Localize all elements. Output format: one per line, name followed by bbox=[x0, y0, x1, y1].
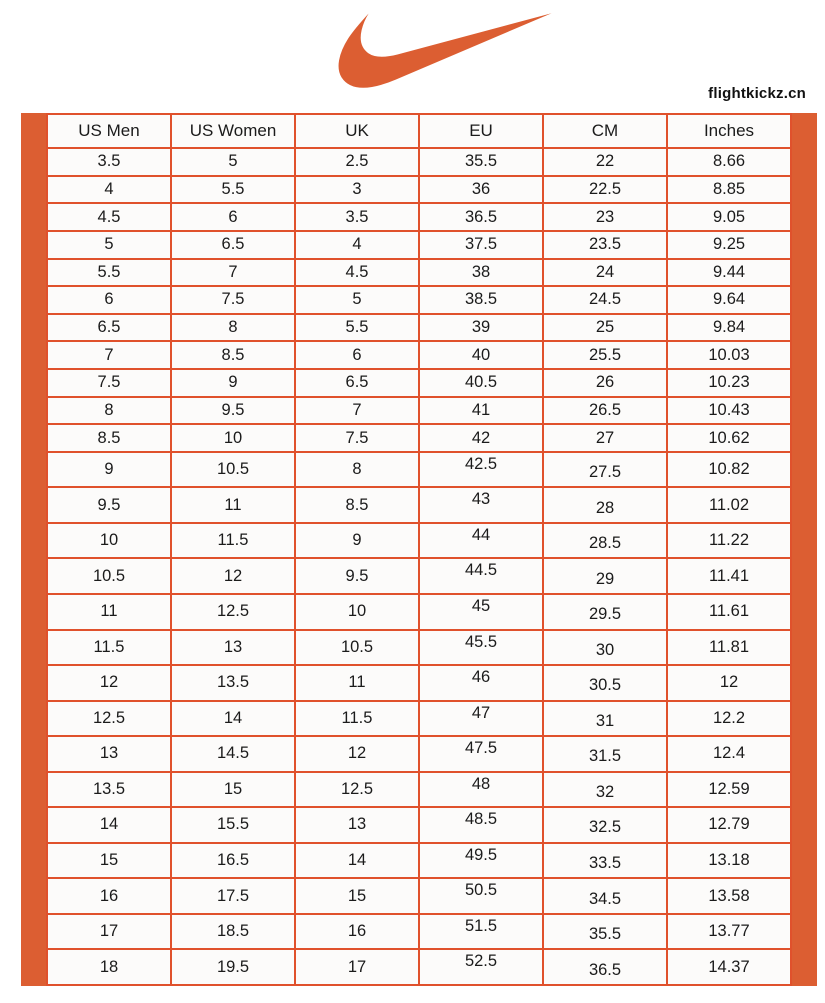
cell-us-women: 14 bbox=[171, 701, 295, 737]
cell-uk: 12.5 bbox=[295, 772, 419, 808]
table-row bbox=[47, 630, 791, 666]
cell-cm: 22 bbox=[543, 148, 667, 176]
table-row bbox=[47, 203, 791, 231]
cell-us-men: 6.5 bbox=[47, 314, 171, 342]
table-row bbox=[47, 807, 791, 843]
cell-us-women: 16.5 bbox=[171, 843, 295, 879]
cell-cm: 24.5 bbox=[543, 286, 667, 314]
cell-us-men: 10 bbox=[47, 523, 171, 559]
cell-us-women: 5 bbox=[171, 148, 295, 176]
cell-eu: 40.5 bbox=[419, 369, 543, 397]
table-row bbox=[47, 949, 791, 985]
cell-cm: 27 bbox=[543, 424, 667, 452]
column-header-uk: UK bbox=[295, 114, 419, 148]
cell-cm: 31 bbox=[543, 701, 667, 737]
table-row bbox=[47, 176, 791, 204]
cell-cm: 33.5 bbox=[543, 843, 667, 879]
cell-us-women: 18.5 bbox=[171, 914, 295, 950]
cell-us-men: 8 bbox=[47, 397, 171, 425]
cell-us-men: 7.5 bbox=[47, 369, 171, 397]
cell-uk: 8 bbox=[295, 452, 419, 488]
cell-uk: 7 bbox=[295, 397, 419, 425]
cell-us-men: 9.5 bbox=[47, 487, 171, 523]
cell-inches: 11.02 bbox=[667, 487, 791, 523]
cell-us-men: 17 bbox=[47, 914, 171, 950]
cell-cm: 30.5 bbox=[543, 665, 667, 701]
table-row bbox=[47, 523, 791, 559]
cell-us-men: 16 bbox=[47, 878, 171, 914]
cell-eu: 38 bbox=[419, 259, 543, 287]
table-row bbox=[47, 231, 791, 259]
header bbox=[0, 0, 825, 113]
cell-us-men: 12.5 bbox=[47, 701, 171, 737]
column-header-us-women: US Women bbox=[171, 114, 295, 148]
cell-cm: 30 bbox=[543, 630, 667, 666]
cell-uk: 10.5 bbox=[295, 630, 419, 666]
table-row bbox=[47, 487, 791, 523]
cell-uk: 10 bbox=[295, 594, 419, 630]
cell-uk: 12 bbox=[295, 736, 419, 772]
table-row bbox=[47, 286, 791, 314]
cell-inches: 9.05 bbox=[667, 203, 791, 231]
cell-us-women: 7 bbox=[171, 259, 295, 287]
cell-us-men: 9 bbox=[47, 452, 171, 488]
cell-eu: 45.5 bbox=[419, 630, 543, 666]
cell-eu: 36 bbox=[419, 176, 543, 204]
left-accent-bar bbox=[21, 113, 46, 986]
cell-us-women: 8.5 bbox=[171, 341, 295, 369]
header-row bbox=[47, 114, 791, 148]
cell-cm: 32.5 bbox=[543, 807, 667, 843]
cell-cm: 27.5 bbox=[543, 452, 667, 488]
cell-uk: 5 bbox=[295, 286, 419, 314]
cell-inches: 10.43 bbox=[667, 397, 791, 425]
cell-cm: 29.5 bbox=[543, 594, 667, 630]
cell-inches: 11.81 bbox=[667, 630, 791, 666]
cell-us-women: 11 bbox=[171, 487, 295, 523]
cell-uk: 2.5 bbox=[295, 148, 419, 176]
column-header-cm: CM bbox=[543, 114, 667, 148]
cell-us-men: 11 bbox=[47, 594, 171, 630]
cell-inches: 12.4 bbox=[667, 736, 791, 772]
cell-eu: 41 bbox=[419, 397, 543, 425]
cell-inches: 11.22 bbox=[667, 523, 791, 559]
table-row bbox=[47, 914, 791, 950]
cell-cm: 25.5 bbox=[543, 341, 667, 369]
cell-eu: 36.5 bbox=[419, 203, 543, 231]
cell-inches: 10.62 bbox=[667, 424, 791, 452]
cell-us-men: 6 bbox=[47, 286, 171, 314]
cell-us-women: 9.5 bbox=[171, 397, 295, 425]
table-row bbox=[47, 424, 791, 452]
cell-inches: 10.82 bbox=[667, 452, 791, 488]
cell-eu: 40 bbox=[419, 341, 543, 369]
cell-uk: 8.5 bbox=[295, 487, 419, 523]
cell-eu: 44.5 bbox=[419, 558, 543, 594]
cell-eu: 47 bbox=[419, 701, 543, 737]
table-row bbox=[47, 665, 791, 701]
table-row bbox=[47, 736, 791, 772]
cell-us-men: 14 bbox=[47, 807, 171, 843]
cell-uk: 6.5 bbox=[295, 369, 419, 397]
table-head bbox=[47, 114, 791, 148]
cell-eu: 35.5 bbox=[419, 148, 543, 176]
cell-inches: 12.2 bbox=[667, 701, 791, 737]
cell-cm: 26.5 bbox=[543, 397, 667, 425]
cell-us-men: 10.5 bbox=[47, 558, 171, 594]
cell-inches: 9.44 bbox=[667, 259, 791, 287]
cell-eu: 52.5 bbox=[419, 949, 543, 985]
cell-eu: 49.5 bbox=[419, 843, 543, 879]
cell-us-women: 7.5 bbox=[171, 286, 295, 314]
table-body bbox=[47, 148, 791, 985]
cell-us-men: 4 bbox=[47, 176, 171, 204]
cell-us-women: 14.5 bbox=[171, 736, 295, 772]
cell-us-men: 8.5 bbox=[47, 424, 171, 452]
cell-us-women: 17.5 bbox=[171, 878, 295, 914]
cell-uk: 11.5 bbox=[295, 701, 419, 737]
cell-cm: 24 bbox=[543, 259, 667, 287]
cell-uk: 4.5 bbox=[295, 259, 419, 287]
table-row bbox=[47, 878, 791, 914]
cell-inches: 11.41 bbox=[667, 558, 791, 594]
cell-eu: 51.5 bbox=[419, 914, 543, 950]
table-row bbox=[47, 314, 791, 342]
cell-us-women: 8 bbox=[171, 314, 295, 342]
cell-us-men: 7 bbox=[47, 341, 171, 369]
cell-eu: 44 bbox=[419, 523, 543, 559]
watermark-text: flightkickz.cn bbox=[708, 85, 806, 102]
cell-us-women: 11.5 bbox=[171, 523, 295, 559]
cell-us-women: 15 bbox=[171, 772, 295, 808]
cell-cm: 29 bbox=[543, 558, 667, 594]
cell-inches: 13.18 bbox=[667, 843, 791, 879]
cell-us-women: 13.5 bbox=[171, 665, 295, 701]
column-header-us-men: US Men bbox=[47, 114, 171, 148]
cell-eu: 48 bbox=[419, 772, 543, 808]
table-row bbox=[47, 452, 791, 488]
cell-eu: 37.5 bbox=[419, 231, 543, 259]
cell-us-men: 11.5 bbox=[47, 630, 171, 666]
cell-uk: 15 bbox=[295, 878, 419, 914]
cell-inches: 9.64 bbox=[667, 286, 791, 314]
cell-cm: 22.5 bbox=[543, 176, 667, 204]
cell-uk: 5.5 bbox=[295, 314, 419, 342]
cell-us-women: 5.5 bbox=[171, 176, 295, 204]
cell-inches: 8.66 bbox=[667, 148, 791, 176]
table-row bbox=[47, 594, 791, 630]
cell-us-men: 12 bbox=[47, 665, 171, 701]
cell-eu: 48.5 bbox=[419, 807, 543, 843]
cell-inches: 12 bbox=[667, 665, 791, 701]
cell-eu: 47.5 bbox=[419, 736, 543, 772]
nike-swoosh-icon bbox=[337, 13, 552, 89]
cell-uk: 7.5 bbox=[295, 424, 419, 452]
size-chart-band bbox=[21, 113, 817, 986]
cell-uk: 16 bbox=[295, 914, 419, 950]
table-row bbox=[47, 369, 791, 397]
cell-inches: 9.25 bbox=[667, 231, 791, 259]
cell-eu: 39 bbox=[419, 314, 543, 342]
cell-us-women: 12.5 bbox=[171, 594, 295, 630]
cell-cm: 28.5 bbox=[543, 523, 667, 559]
cell-us-men: 13.5 bbox=[47, 772, 171, 808]
cell-uk: 3.5 bbox=[295, 203, 419, 231]
cell-uk: 13 bbox=[295, 807, 419, 843]
table-row bbox=[47, 341, 791, 369]
column-header-inches: Inches bbox=[667, 114, 791, 148]
cell-us-women: 9 bbox=[171, 369, 295, 397]
cell-uk: 11 bbox=[295, 665, 419, 701]
cell-cm: 28 bbox=[543, 487, 667, 523]
cell-uk: 9 bbox=[295, 523, 419, 559]
cell-us-men: 5.5 bbox=[47, 259, 171, 287]
cell-us-women: 10 bbox=[171, 424, 295, 452]
size-conversion-table bbox=[46, 113, 792, 986]
cell-cm: 23.5 bbox=[543, 231, 667, 259]
cell-uk: 6 bbox=[295, 341, 419, 369]
cell-inches: 13.77 bbox=[667, 914, 791, 950]
cell-inches: 13.58 bbox=[667, 878, 791, 914]
cell-inches: 14.37 bbox=[667, 949, 791, 985]
cell-us-women: 12 bbox=[171, 558, 295, 594]
cell-cm: 34.5 bbox=[543, 878, 667, 914]
cell-uk: 14 bbox=[295, 843, 419, 879]
table-row bbox=[47, 701, 791, 737]
cell-us-men: 18 bbox=[47, 949, 171, 985]
table-row bbox=[47, 397, 791, 425]
cell-uk: 9.5 bbox=[295, 558, 419, 594]
cell-inches: 12.59 bbox=[667, 772, 791, 808]
cell-us-women: 13 bbox=[171, 630, 295, 666]
cell-eu: 45 bbox=[419, 594, 543, 630]
column-header-eu: EU bbox=[419, 114, 543, 148]
cell-us-women: 10.5 bbox=[171, 452, 295, 488]
cell-inches: 12.79 bbox=[667, 807, 791, 843]
cell-cm: 26 bbox=[543, 369, 667, 397]
cell-us-men: 5 bbox=[47, 231, 171, 259]
cell-uk: 3 bbox=[295, 176, 419, 204]
cell-cm: 25 bbox=[543, 314, 667, 342]
cell-uk: 17 bbox=[295, 949, 419, 985]
table-row bbox=[47, 148, 791, 176]
cell-eu: 46 bbox=[419, 665, 543, 701]
cell-us-men: 13 bbox=[47, 736, 171, 772]
cell-eu: 50.5 bbox=[419, 878, 543, 914]
cell-inches: 9.84 bbox=[667, 314, 791, 342]
cell-inches: 10.03 bbox=[667, 341, 791, 369]
cell-eu: 38.5 bbox=[419, 286, 543, 314]
cell-us-women: 6.5 bbox=[171, 231, 295, 259]
cell-eu: 42 bbox=[419, 424, 543, 452]
cell-us-men: 4.5 bbox=[47, 203, 171, 231]
cell-us-men: 15 bbox=[47, 843, 171, 879]
table-row bbox=[47, 259, 791, 287]
cell-eu: 43 bbox=[419, 487, 543, 523]
cell-cm: 31.5 bbox=[543, 736, 667, 772]
cell-eu: 42.5 bbox=[419, 452, 543, 488]
right-accent-bar bbox=[792, 113, 817, 986]
cell-us-men: 3.5 bbox=[47, 148, 171, 176]
cell-inches: 11.61 bbox=[667, 594, 791, 630]
cell-cm: 35.5 bbox=[543, 914, 667, 950]
cell-inches: 8.85 bbox=[667, 176, 791, 204]
table-row bbox=[47, 558, 791, 594]
cell-cm: 36.5 bbox=[543, 949, 667, 985]
table-row bbox=[47, 772, 791, 808]
cell-us-women: 6 bbox=[171, 203, 295, 231]
cell-cm: 23 bbox=[543, 203, 667, 231]
table-row bbox=[47, 843, 791, 879]
cell-inches: 10.23 bbox=[667, 369, 791, 397]
cell-us-women: 15.5 bbox=[171, 807, 295, 843]
cell-cm: 32 bbox=[543, 772, 667, 808]
cell-uk: 4 bbox=[295, 231, 419, 259]
cell-us-women: 19.5 bbox=[171, 949, 295, 985]
